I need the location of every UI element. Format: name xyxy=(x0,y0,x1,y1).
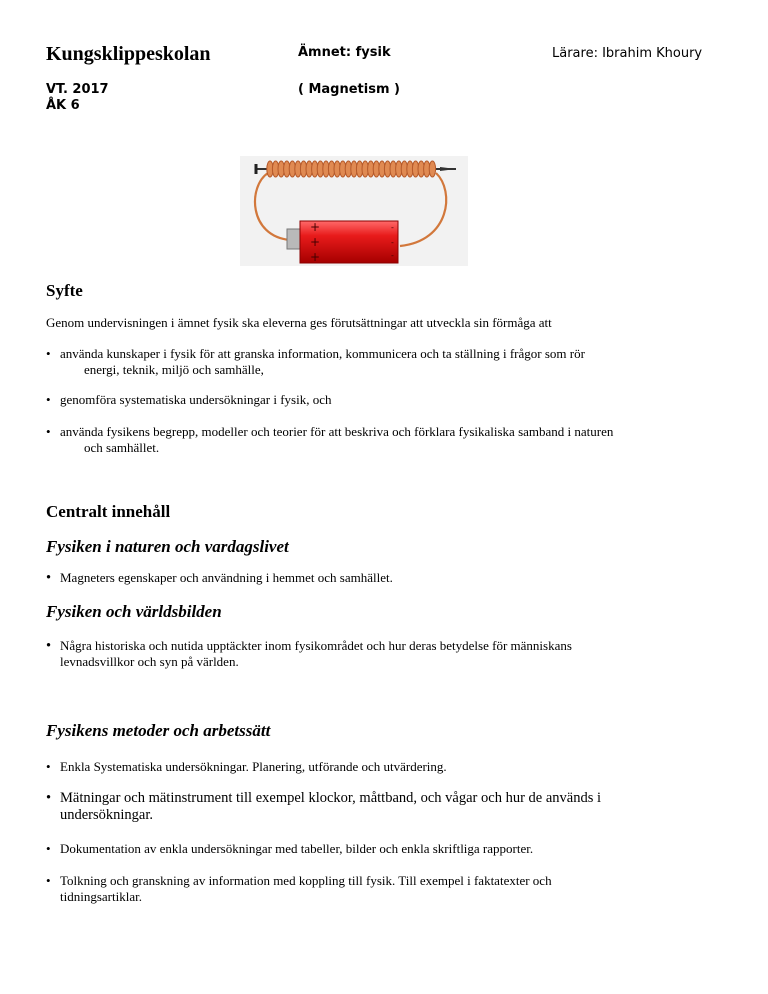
school-name: Kungsklippeskolan xyxy=(46,43,211,65)
bullet-dot: • xyxy=(46,790,52,806)
section-3-item-2-line2: undersökningar. xyxy=(60,807,154,823)
section-3-item-4-line2: tidningsartiklar. xyxy=(60,889,142,904)
syfte-item-1-line2: energi, teknik, miljö och samhälle, xyxy=(84,362,264,377)
section-3-item-1 xyxy=(46,759,447,775)
battery-minus-1: - xyxy=(391,223,394,232)
battery-plus-2: + xyxy=(310,235,321,249)
bullet-dot: • xyxy=(46,392,51,407)
bullet-dot: • xyxy=(46,570,52,586)
section-1-item-1-line1: Magneters egenskaper och användning i hemmet och samhället. xyxy=(60,570,393,585)
section-3-item-3-line1: Dokumentation av enkla undersökningar med tabeller, bilder och enkla skriftliga rapporter. xyxy=(60,841,534,856)
section-1-item-1 xyxy=(46,570,393,586)
battery-plus-3: + xyxy=(310,250,321,264)
section-3-item-2 xyxy=(46,790,601,824)
bullet-dot: • xyxy=(46,638,52,654)
bullet-dot: • xyxy=(46,424,51,439)
bullet-dot: • xyxy=(46,346,51,361)
term-label: VT. 2017 xyxy=(46,82,109,97)
syfte-item-3-line2: och samhället. xyxy=(84,440,160,455)
section-title-2: Fysiken och världsbilden xyxy=(46,602,222,621)
coil xyxy=(267,161,436,177)
coil-winding xyxy=(429,161,435,177)
centralt-heading: Centralt innehåll xyxy=(46,502,171,521)
syfte-item-3 xyxy=(46,424,613,456)
syfte-item-2-line1: genomföra systematiska undersökningar i fysik, och xyxy=(60,392,332,407)
section-3-item-1-line1: Enkla Systematiska undersökningar. Planering, utförande och utvärdering. xyxy=(60,759,447,774)
section-3-item-4-line1: Tolkning och granskning av information med koppling till fysik. Till exempel i faktatexter och xyxy=(60,873,552,888)
section-title-3: Fysikens metoder och arbetssätt xyxy=(46,721,271,740)
battery-plus-1: + xyxy=(310,220,321,234)
electromagnet-svg xyxy=(240,156,468,266)
topic-label: ( Magnetism ) xyxy=(298,82,400,97)
syfte-item-2 xyxy=(46,392,332,408)
teacher-label: Lärare: Ibrahim Khoury xyxy=(552,46,703,61)
syfte-item-1-line1: använda kunskaper i fysik för att granska information, kommunicera och ta ställning i frågor som rör xyxy=(60,346,585,361)
battery-minus-2: - xyxy=(391,238,394,247)
electromagnet-illustration xyxy=(240,156,468,266)
grade-label: ÅK 6 xyxy=(46,98,80,113)
syfte-intro: Genom undervisningen i ämnet fysik ska eleverna ges förutsättningar att utveckla sin förmåga att xyxy=(46,315,552,330)
bullet-dot: • xyxy=(46,759,51,774)
subject-label: Ämnet: fysik xyxy=(298,45,391,60)
bullet-dot: • xyxy=(46,873,51,888)
battery-minus-3: - xyxy=(391,251,394,260)
section-2-item-1-line2: levnadsvillkor och syn på världen. xyxy=(60,654,239,669)
syfte-heading: Syfte xyxy=(46,281,83,300)
section-title-1: Fysiken i naturen och vardagslivet xyxy=(46,537,289,556)
section-3-item-4 xyxy=(46,873,552,905)
bullet-dot: • xyxy=(46,841,51,856)
syfte-item-3-line1: använda fysikens begrepp, modeller och teorier för att beskriva och förklara fysikaliska samband i naturen xyxy=(60,424,614,439)
battery-cap xyxy=(287,229,301,249)
section-3-item-2-line1: Mätningar och mätinstrument till exempel klockor, måttband, och vågar och hur de används i xyxy=(60,790,602,806)
syfte-item-1 xyxy=(46,346,585,378)
section-3-item-3 xyxy=(46,841,533,857)
section-2-item-1-line1: Några historiska och nutida upptäckter inom fysikområdet och hur deras betydelse för människans xyxy=(60,638,572,653)
section-2-item-1 xyxy=(46,638,572,670)
